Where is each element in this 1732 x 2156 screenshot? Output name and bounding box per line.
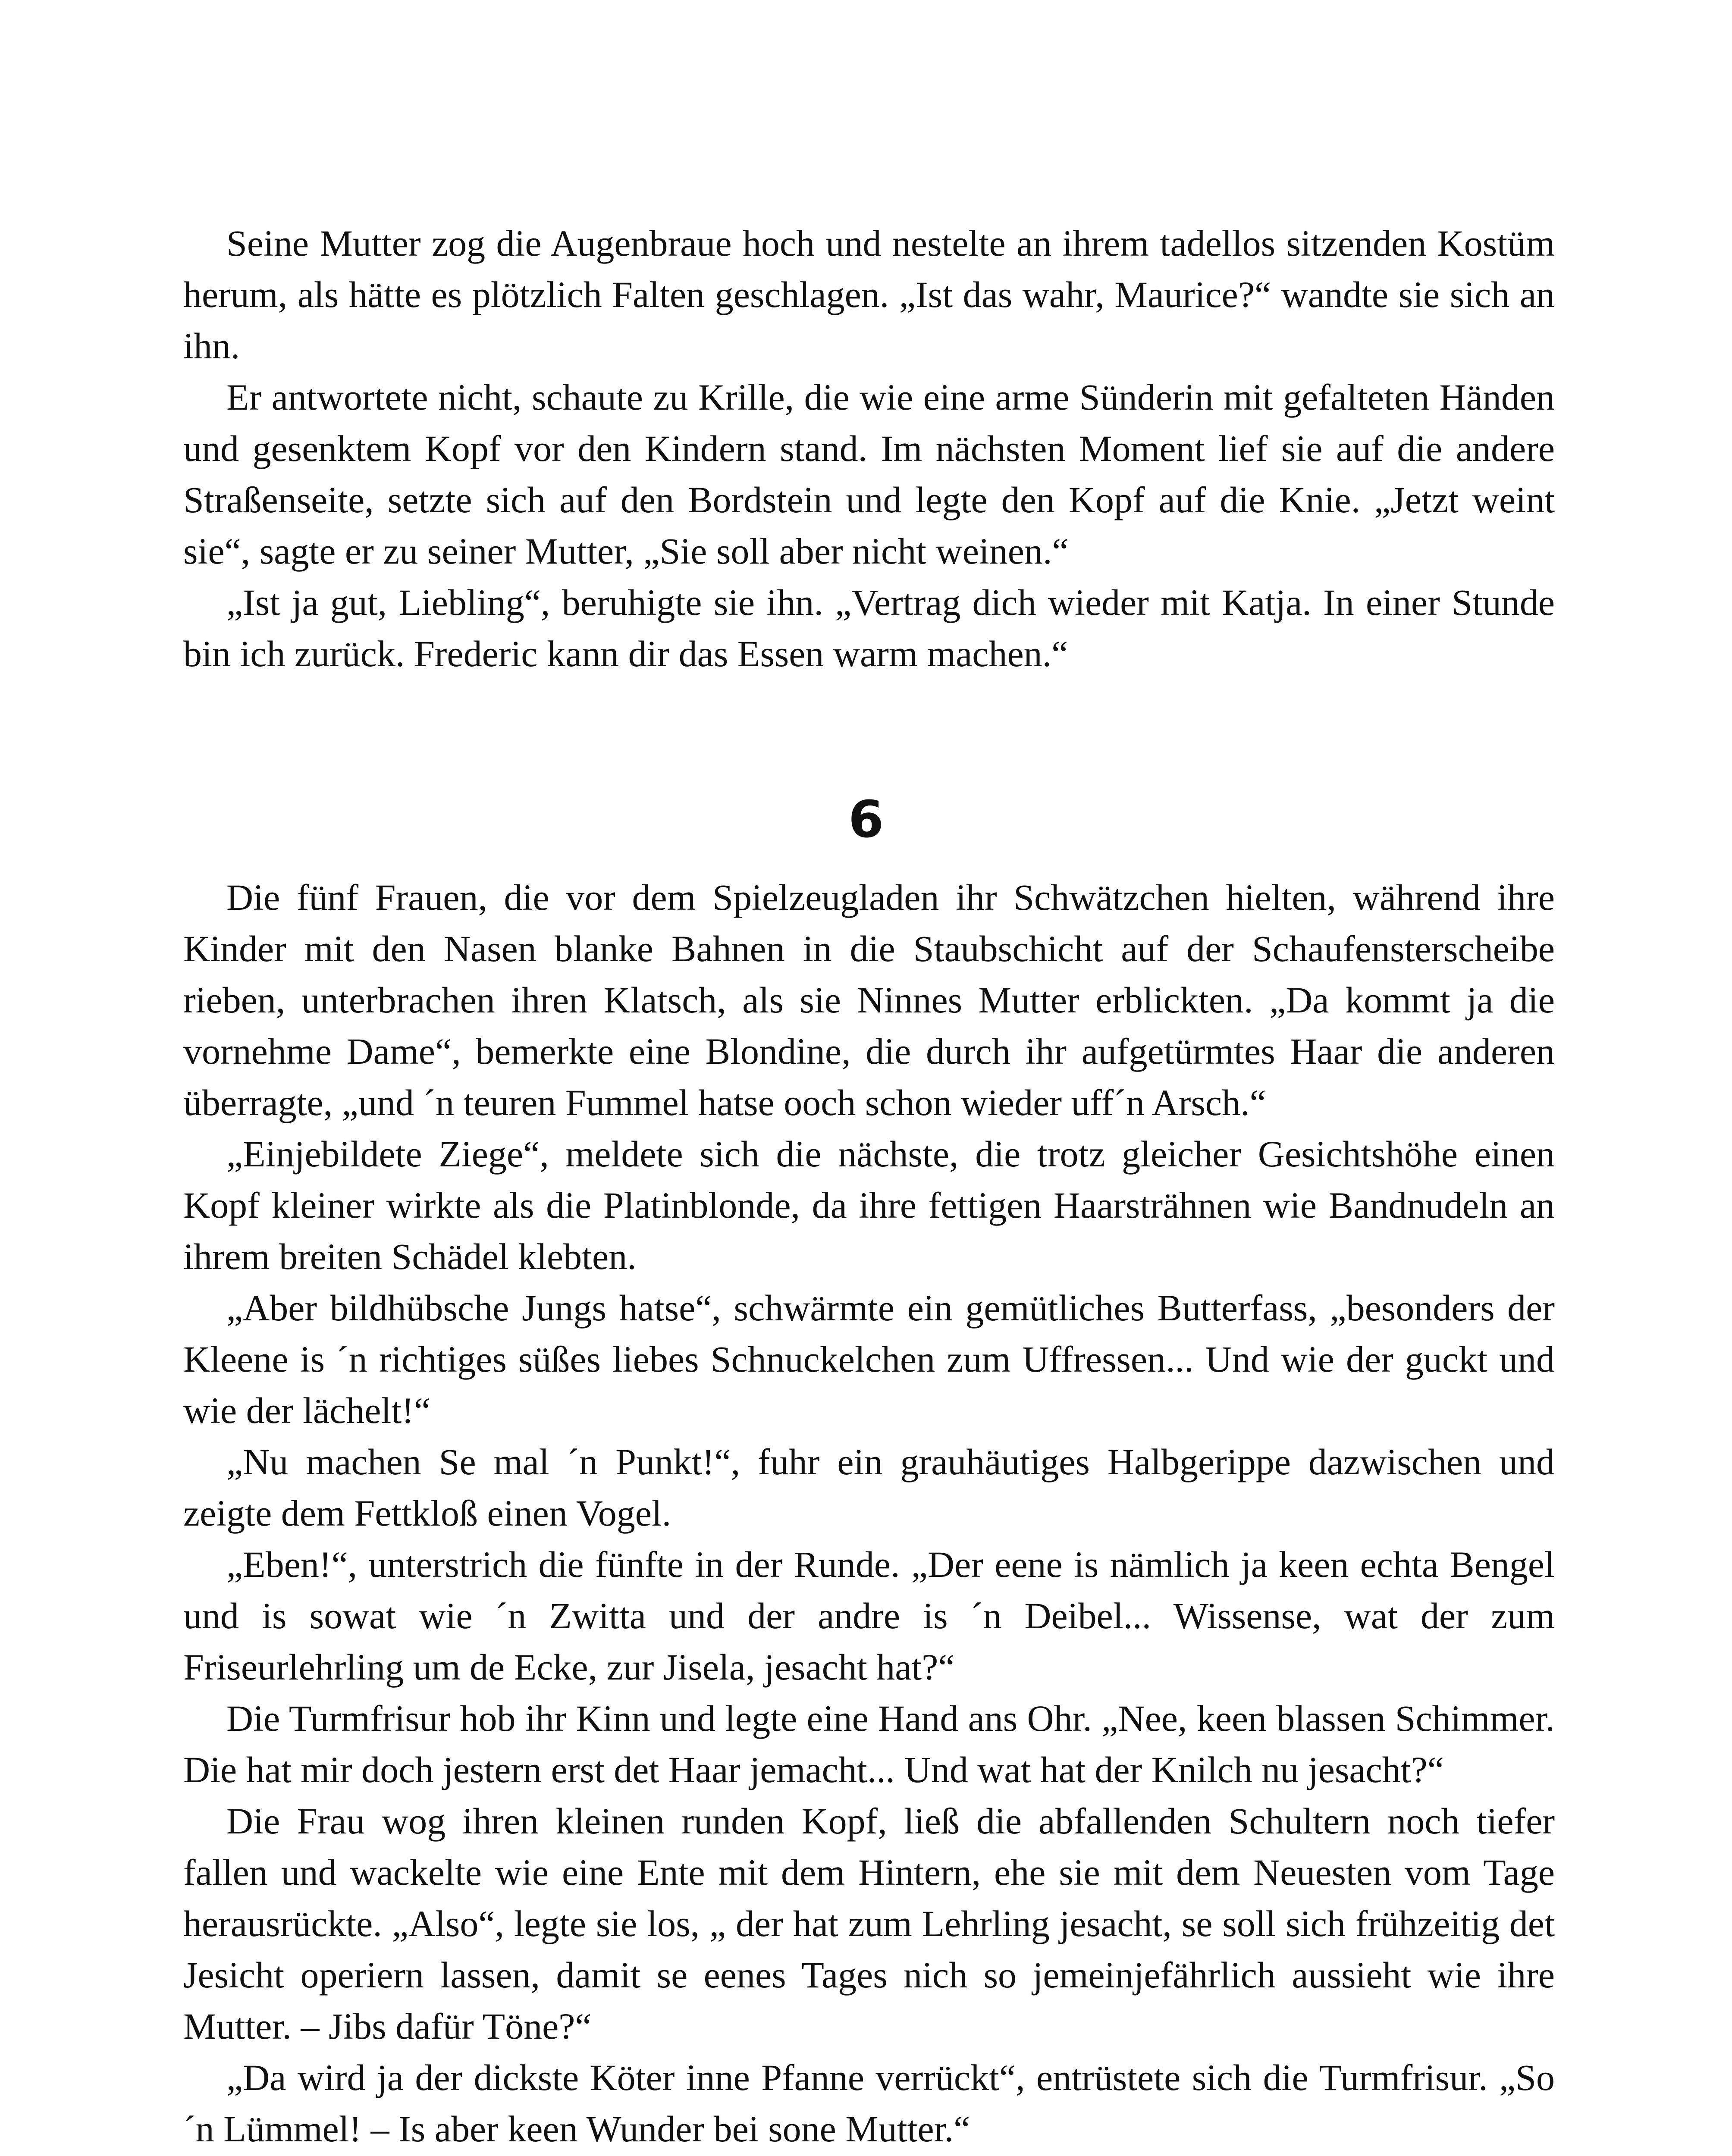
paragraph: „Einjebildete Ziege“, meldete sich die nächste, die trotz gleicher Gesichtshöhe einen Kopf kleiner wirkte als die Platinblonde, da ihre fettigen Haarsträhnen wie Bandnudeln an ihrem breiten Schädel klebten.	[183, 1133, 1555, 1277]
chapter-text-block	[183, 872, 1555, 2155]
paragraph: „Ist ja gut, Liebling“, beruhigte sie ihn. „Vertrag dich wieder mit Katja. In einer Stunde bin ich zurück. Frederic kann dir das Essen warm machen.“	[183, 582, 1555, 674]
paragraph: Die fünf Frauen, die vor dem Spielzeugladen ihr Schwätzchen hielten, während ihre Kinder mit den Nasen blanke Bahnen in die Staubschicht auf der Schaufensterscheibe rieben, unterbrachen ihren Klatsch, als sie Ninnes Mutter erblickten. „Da kommt ja die vornehme Dame“, bemerkte eine Blondine, die durch ihr aufgetürmtes Haar die anderen überragte, „und ´n teuren Fummel hatse ooch schon wieder uff´n Arsch.“	[183, 877, 1555, 1123]
chapter-number: 6	[848, 790, 884, 849]
paragraph: Die Turmfrisur hob ihr Kinn und legte eine Hand ans Ohr. „Nee, keen blassen Schimmer. Die hat mir doch jestern erst det Haar jemacht... Und wat hat der Knilch nu jesacht?“	[183, 1698, 1555, 1790]
paragraph: „Eben!“, unterstrich die fünfte in der Runde. „Der eene is nämlich ja keen echta Bengel und is sowat wie ´n Zwitta und der andre is ´n Deibel... Wissense, wat der zum Friseurlehrling um de Ecke, zur Jisela, jesacht hat?“	[183, 1544, 1555, 1688]
paragraph: „Nu machen Se mal ´n Punkt!“, fuhr ein grauhäutiges Halbgerippe dazwischen und zeigte dem Fettkloß einen Vogel.	[183, 1441, 1555, 1534]
top-text-block	[183, 218, 1555, 680]
paragraph: „Da wird ja der dickste Köter inne Pfanne verrückt“, entrüstete sich die Turmfrisur. „So ´n Lümmel! – Is aber keen Wunder bei sone Mutter.“	[183, 2057, 1555, 2150]
paragraph: Die Frau wog ihren kleinen runden Kopf, ließ die abfallenden Schultern noch tiefer fallen und wackelte wie eine Ente mit dem Hintern, ehe sie mit dem Neuesten vom Tage herausrückte. „Also“, legte sie los, „ der hat zum Lehrling jesacht, se soll sich frühzeitig det Jesicht operiern lassen, damit se eenes Tages nich so jemeinjefährlich aussieht wie ihre Mutter. – Jibs dafür Töne?“	[183, 1800, 1555, 2047]
paragraph: Seine Mutter zog die Augenbraue hoch und nestelte an ihrem tadellos sitzenden Kostüm herum, als hätte es plötzlich Falten geschlagen. „Ist das wahr, Maurice?“ wandte sie sich an ihn.	[183, 222, 1555, 367]
paragraph: Er antwortete nicht, schaute zu Krille, die wie eine arme Sünderin mit gefalteten Händen und gesenktem Kopf vor den Kindern stand. Im nächsten Moment lief sie auf die andere Straßenseite, setzte sich auf den Bordstein und legte den Kopf auf die Knie. „Jetzt weint sie“, sagte er zu seiner Mutter, „Sie soll aber nicht weinen.“	[183, 376, 1555, 572]
paragraph: „Aber bildhübsche Jungs hatse“, schwärmte ein gemütliches Butterfass, „besonders der Kleene is ´n richtiges süßes liebes Schnuckelchen zum Uffressen... Und wie der guckt und wie der lächelt!“	[183, 1287, 1555, 1431]
